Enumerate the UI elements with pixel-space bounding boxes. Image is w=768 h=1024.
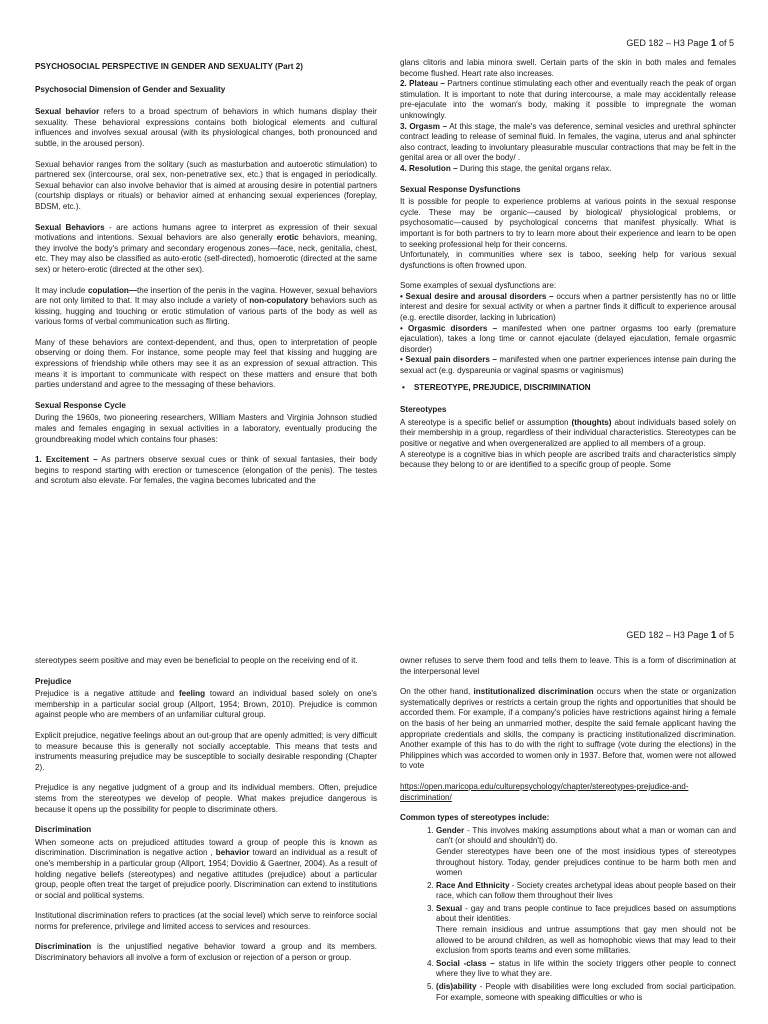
paragraph: Prejudice is any negative judgment of a group and its individual members. Often, prejudice stems from the stereotypes we develop of people. What makes prejudice dangerous is because it opens up the possibility for people to discriminate others. <box>35 783 377 814</box>
paragraph: Prejudice is a negative attitude and feeling toward an individual based solely on one's membership in a particular social group (Allport, 1954; Brown, 2010). Prejudice is common against people who are members of an unfamiliar cultural group. <box>35 689 377 720</box>
paragraph: Many of these behaviors are context-dependent, and thus, open to interpretation of people observing or doing them. For instance, some people may feel that kissing and hugging are expressions of friendship while others may see it as an expression of sexual attraction. This means it is important to communicate with respect on these matters and ensure that both parties understand and agree to the messaging of these behaviors. <box>35 337 377 390</box>
document-title: PSYCHOSOCIAL PERSPECTIVE IN GENDER AND SEXUALITY (Part 2) <box>35 62 303 71</box>
source-link[interactable]: https://open.maricopa.edu/culturepsychology/chapter/stereotypes-prejudice-and-discrimination/ <box>400 781 689 802</box>
list-item: 5. (dis)ability - People with disabilities were long excluded from social participation. For example, someone with speaking difficulties or who is <box>436 982 736 1003</box>
section-heading: Sexual Response Dysfunctions <box>400 184 521 194</box>
list-item: 2. Race And Ethnicity - Society creates archetypal ideas about people based on their race, which can follow them throughout their lives <box>436 881 736 902</box>
paragraph: Some examples of sexual dysfunctions are: <box>400 281 557 291</box>
page-header: GED 182 – H3 Page 1 of 5 <box>626 38 734 49</box>
paragraph: stereotypes seem positive and may even be beneficial to people on the receiving end of it. <box>35 656 358 665</box>
paragraph: Discrimination is the unjustified negative behavior toward a group and its members. Discriminatory behaviors all involve a form of exclusion or rejection of a person or group. <box>35 942 377 963</box>
paragraph: During the 1960s, two pioneering researchers, William Masters and Virginia Johnson studied males and females engaging in sexual activities in a laboratory, eventually producing the groundbreaking model which contains four phases: <box>35 413 377 444</box>
stereotype-types-list <box>400 826 736 1004</box>
section-heading: Prejudice <box>35 676 72 686</box>
page-header: GED 182 – H3 Page 1 of 5 <box>626 630 734 641</box>
list-item: • Sexual pain disorders – manifested when one partner experiences intense pain during the sexual act (e.g. dyspareunia or vaginal spasms or vaginismus) <box>400 355 737 376</box>
left-column <box>35 656 377 974</box>
paragraph: Institutional discrimination refers to practices (at the social level) which serve to reinforce social norms for preference, privilege and limited access to services and resources. <box>35 911 377 931</box>
paragraph: When someone acts on prejudiced attitudes toward a group of people this is known as discrimination. Discrimination is negative action , behavior toward an individual as a result of one's membership in a particular group (Allport, 1954; Dovidio & Gaertner, 2004). As a result of holding negative beliefs (stereotypes) and negative attitudes (prejudice) about a particular group, people often treat the target of prejudice poorly. Discrimination can extend to institutions or social and political systems. <box>35 837 378 900</box>
phase-paragraph: 1. Excitement – As partners observe sexual cues or think of sexual fantasies, their body begins to respond starting with erection or tumescence (elongation of the penis). The testes and scrotum also elevate. For females, the vagina becomes lubricated and the <box>35 455 377 486</box>
right-column <box>400 656 736 1005</box>
paragraph: A stereotype is a cognitive bias in which people are ascribed traits and characteristics simply because they belong to or are identified to a specific group of people. Some <box>400 449 736 470</box>
section-heading: Discrimination <box>35 825 92 835</box>
paragraph: owner refuses to serve them food and tells them to leave. This is a form of discrimination at the interpersonal level <box>400 656 736 676</box>
paragraph: Sexual behavior ranges from the solitary (such as masturbation and autoerotic stimulation) to partnered sex (intercourse, oral sex, non-penetrative sex, etc.) that is engaged in periodically. Sexual behavior can also involve behavior that is aimed at arousing desire in potential partners (courtship displays or rituals) or behavior aimed at enhancing sexual experiences (foreplay, BDSM, etc.). <box>35 159 377 211</box>
paragraph: glans clitoris and labia minora swell. Certain parts of the skin in both males and females become flushed. Heart rate also increases. <box>400 58 736 78</box>
phase-paragraph: 2. Plateau – Partners continue stimulating each other and eventually reach the peak of organ stimulation. It is important to note that during intercourse, a male may accidentally release pre-ejaculate into the woman's body, making it possible to impregnate the woman unknowingly. <box>400 79 737 120</box>
list-item: 4. Social -class – status in life within the society triggers other people to connect where they live to what they are. <box>436 959 736 980</box>
page-2 <box>0 560 768 1024</box>
right-column <box>400 58 736 481</box>
section-heading: Common types of stereotypes include: <box>400 813 550 823</box>
paragraph: Sexual Behaviors - are actions humans agree to interpret as expression of their sexual motivations and intentions. Sexual behaviors are also generally erotic behaviors, meaning, they involve the body's primary and secondary erogenous zones—face, neck, genitalia, chest, etc. They may also be classified as auto-erotic (self-directed), homoerotic (directed at the same sex) or hetero-erotic (directed at the other sex). <box>35 222 377 274</box>
list-item: • Orgasmic disorders – manifested when one partner orgasms too early (premature ejaculation), takes a long time or cannot ejaculate (delayed ejaculation, female orgasmic disorder) <box>400 323 736 354</box>
list-item: 3. Sexual - gay and trans people continue to face prejudices based on assumptions about their identities. There remain insidious and untrue assumptions that gay men should not be allowed to be around children, as well as homophobic views that may lead to their exclusion from sports teams and even some militaries. <box>436 904 736 957</box>
paragraph: On the other hand, institutionalized discrimination occurs when the state or organization systematically deprives or restricts a certain group the rights and opportunities that should be accorded them. For example, if a company's policies have restrictions against hiring a female on the basis of her being an unmarried mother, despite the said female applicant having the appropriate credentials and skills, the company is practicing institutionalized discrimination. Another example of this has to do with the right to suffrage (vote during the elections) in the Philippines which was accorded to women only in 1937. Before that, women were not allowed to vote <box>400 687 736 771</box>
phase-paragraph: 3. Orgasm – At this stage, the male's vas deference, seminal vesicles and urethral sphincter contract leading to release of seminal fluid. In females, the vagina, uterus and anal sphincter also contract, leading to involuntary pleasurable muscular contractions that may be felt in the genital area or all over the body/ . <box>400 121 736 163</box>
section-heading: Stereotypes <box>400 405 447 415</box>
paragraph: Explicit prejudice, negative feelings about an out-group that are openly admitted; is very difficult to measure because this is generally not socially acceptable. This means that tests and instruments measuring prejudice may be susceptible to socially desirable responding (Chapter 2). <box>35 730 377 772</box>
paragraph: Sexual behavior refers to a broad spectrum of behaviors in which humans display their sexuality. These behavioral expressions contains both biological elements and cultural influences and involves sexual arousal (with its physiological changes, both pronounced and subtle, in the aroused person). <box>35 107 377 148</box>
list-item: • Sexual desire and arousal disorders – occurs when a partner persistently has no or little interest and desire for sexual activity or when a partner finds it difficult to experience arousal (e.g. erectile disorder, lacking in lubrication) <box>400 291 736 323</box>
paragraph: It is possible for people to experience problems at various points in the sexual response cycle. These may be organic—caused by biological/ physiological problems, or psychosomatic—caused by psychological concerns that manifest physically. What is important is for both partners to try to learn more about their experience and learn to be open to seeking professional help for their concerns. <box>400 197 736 249</box>
section-heading: Sexual Response Cycle <box>35 400 126 410</box>
paragraph: Unfortunately, in communities where sex is taboo, seeking help for various sexual dysfunctions is often frowned upon. <box>400 250 736 270</box>
section-bullet-heading: • STEREOTYPE, PREJUDICE, DISCRIMINATION <box>400 383 736 394</box>
left-column <box>35 62 377 497</box>
list-item: 1. Gender - This involves making assumptions about what a man or woman can and can't (or should and shouldn't) do. Gender stereotypes have been one of the most insidious types of stereotypes throughout history. Today, gender prejudices continue to be harm both men and women <box>436 826 736 879</box>
phase-paragraph: 4. Resolution – During this stage, the genital organs relax. <box>400 163 612 173</box>
section-subtitle: Psychosocial Dimension of Gender and Sexuality <box>35 84 226 94</box>
paragraph: It may include copulation—the insertion of the penis in the vagina. However, sexual behaviors are not only limited to that. It may also include a variety of non-copulatory behaviors such as kissing, hugging and touching or erotic stimulation of various parts of the body as well as various forms of verbal communication such as flirting. <box>35 285 378 327</box>
paragraph: A stereotype is a specific belief or assumption (thoughts) about individuals based solely on their membership in a group, regardless of their individual characteristics. Stereotypes can be positive or negative and when overgeneralized are applied to all members of a group. <box>400 417 736 448</box>
